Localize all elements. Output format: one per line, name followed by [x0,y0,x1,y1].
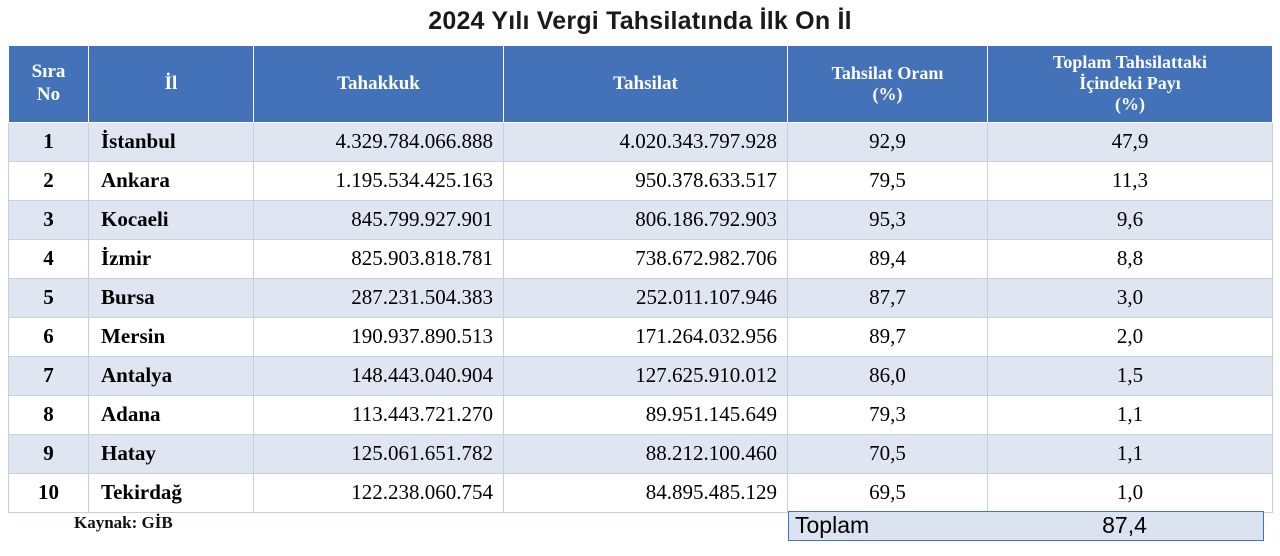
column-header-sira-no [9,46,89,123]
column-header-tahsilat-label: Tahsilat [613,72,678,94]
cell-tahakkuk: 4.329.784.066.888 [254,122,504,161]
cell-oran: 70,5 [788,434,988,473]
cell-pay: 11,3 [988,161,1273,200]
total-value: 87,4 [986,511,1264,541]
column-header-sira-line2: No [36,83,61,105]
cell-oran: 92,9 [788,122,988,161]
column-header-tahakkuk [254,46,504,123]
cell-tahakkuk: 148.443.040.904 [254,356,504,395]
table-row [9,473,1273,512]
cell-tahsilat: 738.672.982.706 [504,239,788,278]
cell-sira: 6 [9,317,89,356]
page-title: 2024 Yılı Vergi Tahsilatında İlk On İl [428,7,852,35]
total-label: Toplam [788,511,986,541]
cell-tahakkuk: 125.061.651.782 [254,434,504,473]
cell-pay: 1,5 [988,356,1273,395]
cell-tahsilat: 89.951.145.649 [504,395,788,434]
cell-sira: 1 [9,122,89,161]
cell-il: Tekirdağ [89,473,254,512]
cell-sira: 5 [9,278,89,317]
cell-il: Hatay [89,434,254,473]
cell-tahsilat: 127.625.910.012 [504,356,788,395]
cell-pay: 1,1 [988,395,1273,434]
cell-sira: 9 [9,434,89,473]
total-row [788,511,1264,541]
table-row [9,356,1273,395]
cell-tahsilat: 171.264.032.956 [504,317,788,356]
cell-oran: 87,7 [788,278,988,317]
table-footer [0,513,1280,543]
column-header-tahsilat [504,46,788,123]
column-header-sira-line1: Sıra [31,61,66,83]
cell-tahsilat: 252.011.107.946 [504,278,788,317]
table-row [9,278,1273,317]
cell-sira: 2 [9,161,89,200]
cell-il: İstanbul [89,122,254,161]
cell-tahakkuk: 122.238.060.754 [254,473,504,512]
cell-il: İzmir [89,239,254,278]
column-header-il [89,46,254,123]
cell-tahakkuk: 1.195.534.425.163 [254,161,504,200]
cell-pay: 2,0 [988,317,1273,356]
cell-oran: 89,7 [788,317,988,356]
cell-tahakkuk: 287.231.504.383 [254,278,504,317]
column-header-oran-line1: Tahsilat Oranı [831,62,944,83]
cell-tahakkuk: 113.443.721.270 [254,395,504,434]
table-row [9,434,1273,473]
table-body [9,122,1273,512]
table-header-row [9,46,1273,123]
cell-tahakkuk: 845.799.927.901 [254,200,504,239]
tax-collection-table [8,45,1273,513]
table-row [9,395,1273,434]
cell-oran: 69,5 [788,473,988,512]
column-header-tahakkuk-label: Tahakkuk [337,72,420,94]
table-row [9,122,1273,161]
source-note: Kaynak: GİB [74,512,173,532]
cell-il: Adana [89,395,254,434]
cell-oran: 95,3 [788,200,988,239]
cell-oran: 89,4 [788,239,988,278]
cell-sira: 4 [9,239,89,278]
cell-pay: 1,1 [988,434,1273,473]
cell-pay: 3,0 [988,278,1273,317]
cell-sira: 7 [9,356,89,395]
cell-il: Mersin [89,317,254,356]
cell-tahsilat: 950.378.633.517 [504,161,788,200]
cell-pay: 1,0 [988,473,1273,512]
table-header [9,46,1273,123]
column-header-pay-line2: İçindeki Payı [1079,73,1181,94]
cell-il: Antalya [89,356,254,395]
cell-tahsilat: 88.212.100.460 [504,434,788,473]
table-row [9,239,1273,278]
cell-tahsilat: 84.895.485.129 [504,473,788,512]
table-row [9,200,1273,239]
column-header-tahsilat-orani [788,46,988,123]
cell-oran: 79,5 [788,161,988,200]
cell-tahsilat: 806.186.792.903 [504,200,788,239]
cell-il: Ankara [89,161,254,200]
cell-pay: 8,8 [988,239,1273,278]
cell-pay: 47,9 [988,122,1273,161]
column-header-oran-line2: (%) [872,83,903,104]
table-row [9,161,1273,200]
cell-tahakkuk: 190.937.890.513 [254,317,504,356]
cell-oran: 86,0 [788,356,988,395]
cell-tahakkuk: 825.903.818.781 [254,239,504,278]
cell-sira: 8 [9,395,89,434]
column-header-toplam-pay [988,46,1273,123]
cell-pay: 9,6 [988,200,1273,239]
column-header-pay-line1: Toplam Tahsilattaki [1053,52,1207,72]
cell-oran: 79,3 [788,395,988,434]
cell-il: Kocaeli [89,200,254,239]
cell-il: Bursa [89,278,254,317]
cell-sira: 10 [9,473,89,512]
column-header-il-label: İl [164,72,178,94]
table-row [9,317,1273,356]
cell-sira: 3 [9,200,89,239]
cell-tahsilat: 4.020.343.797.928 [504,122,788,161]
column-header-pay-line3: (%) [1115,94,1145,115]
